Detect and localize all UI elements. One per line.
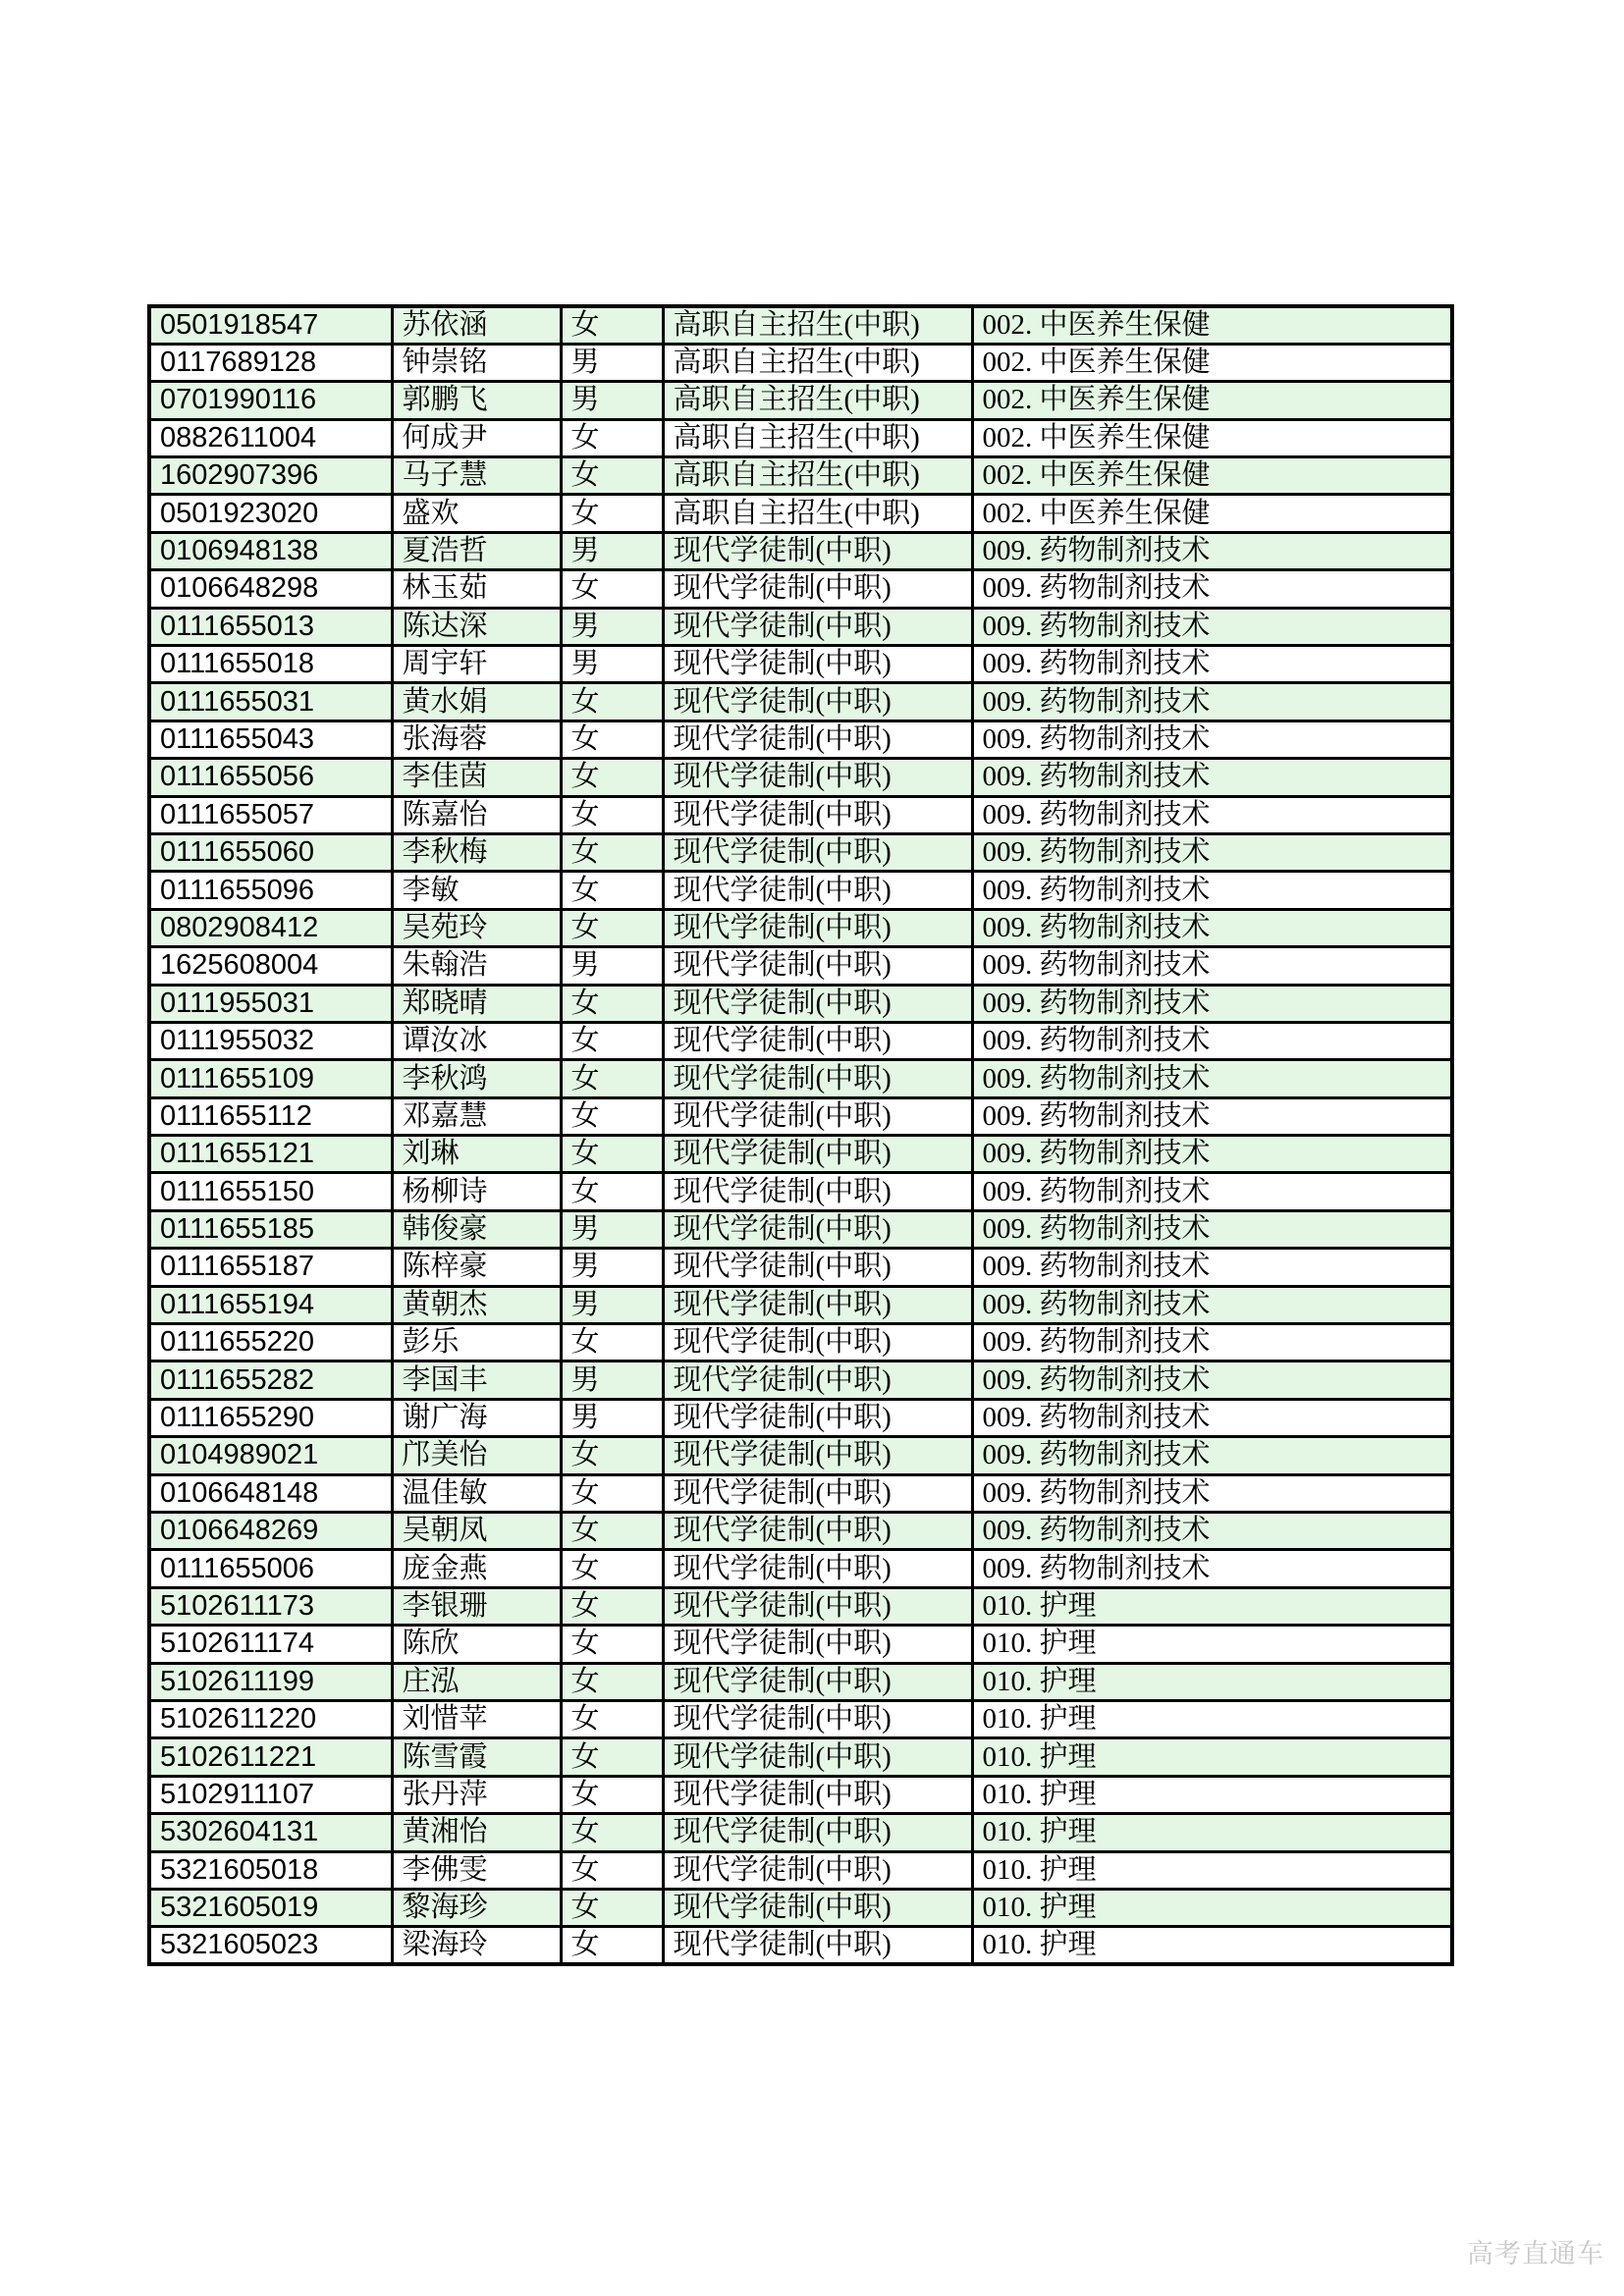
cell-admission-type: 高职自主招生(中职) [663, 344, 972, 381]
cell-student-name: 庄泓 [392, 1663, 561, 1700]
cell-gender: 男 [561, 1362, 663, 1399]
cell-student-name: 黄水娟 [392, 683, 561, 721]
table-row [149, 1550, 1452, 1587]
cell-exam-id: 1625608004 [149, 947, 392, 985]
cell-exam-id: 0111655013 [149, 608, 392, 645]
cell-student-name: 张海蓉 [392, 721, 561, 758]
table-row [149, 1776, 1452, 1813]
cell-gender: 女 [561, 1587, 663, 1625]
cell-admission-type: 现代学徒制(中职) [663, 721, 972, 758]
cell-exam-id: 0111655096 [149, 872, 392, 909]
cell-admission-type: 现代学徒制(中职) [663, 985, 972, 1022]
cell-admission-type: 现代学徒制(中职) [663, 1626, 972, 1663]
cell-exam-id: 0111955031 [149, 985, 392, 1022]
cell-major: 009. 药物制剂技术 [972, 646, 1452, 683]
cell-gender: 女 [561, 1626, 663, 1663]
cell-student-name: 李佛雯 [392, 1851, 561, 1889]
cell-major: 009. 药物制剂技术 [972, 1437, 1452, 1474]
table-row [149, 344, 1452, 381]
cell-exam-id: 0111655220 [149, 1324, 392, 1362]
table-row [149, 1587, 1452, 1625]
table-row [149, 532, 1452, 569]
cell-gender: 女 [561, 683, 663, 721]
cell-student-name: 陈嘉怡 [392, 796, 561, 833]
cell-exam-id: 0106948138 [149, 532, 392, 569]
cell-admission-type: 现代学徒制(中职) [663, 1060, 972, 1097]
cell-student-name: 张丹萍 [392, 1776, 561, 1813]
cell-major: 009. 药物制剂技术 [972, 1324, 1452, 1362]
cell-major: 010. 护理 [972, 1738, 1452, 1776]
cell-major: 009. 药物制剂技术 [972, 947, 1452, 985]
student-roster-table-body [149, 306, 1452, 1964]
cell-gender: 女 [561, 1022, 663, 1059]
cell-student-name: 庞金燕 [392, 1550, 561, 1587]
table-row [149, 1060, 1452, 1097]
cell-major: 002. 中医养生保健 [972, 382, 1452, 419]
cell-gender: 女 [561, 1738, 663, 1776]
cell-admission-type: 现代学徒制(中职) [663, 1097, 972, 1135]
cell-admission-type: 现代学徒制(中职) [663, 1663, 972, 1700]
cell-student-name: 吴朝凤 [392, 1513, 561, 1550]
cell-gender: 女 [561, 1437, 663, 1474]
cell-gender: 女 [561, 796, 663, 833]
cell-student-name: 陈雪霞 [392, 1738, 561, 1776]
cell-admission-type: 现代学徒制(中职) [663, 947, 972, 985]
cell-student-name: 刘琳 [392, 1136, 561, 1173]
cell-exam-id: 0106648298 [149, 570, 392, 608]
cell-gender: 女 [561, 457, 663, 495]
cell-admission-type: 现代学徒制(中职) [663, 1513, 972, 1550]
table-row [149, 1286, 1452, 1323]
cell-admission-type: 现代学徒制(中职) [663, 872, 972, 909]
cell-exam-id: 5321605018 [149, 1851, 392, 1889]
cell-exam-id: 5102611199 [149, 1663, 392, 1700]
cell-major: 010. 护理 [972, 1851, 1452, 1889]
cell-student-name: 黎海珍 [392, 1889, 561, 1926]
cell-gender: 女 [561, 1814, 663, 1851]
student-roster-table [147, 304, 1454, 1966]
table-row [149, 495, 1452, 532]
cell-student-name: 何成尹 [392, 419, 561, 456]
cell-student-name: 朱翰浩 [392, 947, 561, 985]
cell-gender: 男 [561, 532, 663, 569]
table-row [149, 1700, 1452, 1737]
cell-major: 009. 药物制剂技术 [972, 759, 1452, 796]
cell-exam-id: 0111655043 [149, 721, 392, 758]
cell-gender: 男 [561, 1286, 663, 1323]
table-row [149, 796, 1452, 833]
cell-exam-id: 5321605019 [149, 1889, 392, 1926]
cell-major: 010. 护理 [972, 1927, 1452, 1964]
cell-student-name: 黄朝杰 [392, 1286, 561, 1323]
cell-major: 002. 中医养生保健 [972, 457, 1452, 495]
cell-admission-type: 现代学徒制(中职) [663, 1210, 972, 1248]
table-row [149, 1738, 1452, 1776]
cell-gender: 女 [561, 1851, 663, 1889]
cell-admission-type: 现代学徒制(中职) [663, 1738, 972, 1776]
cell-major: 010. 护理 [972, 1700, 1452, 1737]
cell-admission-type: 现代学徒制(中职) [663, 1249, 972, 1286]
table-row [149, 1513, 1452, 1550]
cell-gender: 女 [561, 1550, 663, 1587]
cell-gender: 女 [561, 306, 663, 344]
cell-gender: 女 [561, 1324, 663, 1362]
cell-student-name: 彭乐 [392, 1324, 561, 1362]
cell-gender: 女 [561, 570, 663, 608]
cell-gender: 男 [561, 382, 663, 419]
cell-major: 009. 药物制剂技术 [972, 1286, 1452, 1323]
cell-exam-id: 5102611173 [149, 1587, 392, 1625]
cell-major: 009. 药物制剂技术 [972, 1474, 1452, 1512]
table-row [149, 1210, 1452, 1248]
cell-exam-id: 5102611221 [149, 1738, 392, 1776]
watermark-text: 高考直通车 [1467, 2239, 1604, 2269]
cell-exam-id: 0111655185 [149, 1210, 392, 1248]
table-row [149, 608, 1452, 645]
cell-exam-id: 0111655056 [149, 759, 392, 796]
cell-admission-type: 现代学徒制(中职) [663, 1362, 972, 1399]
cell-gender: 女 [561, 1927, 663, 1964]
table-row [149, 457, 1452, 495]
table-row [149, 1097, 1452, 1135]
cell-student-name: 钟崇铭 [392, 344, 561, 381]
cell-gender: 女 [561, 833, 663, 871]
cell-admission-type: 现代学徒制(中职) [663, 1136, 972, 1173]
cell-exam-id: 0111655282 [149, 1362, 392, 1399]
cell-major: 009. 药物制剂技术 [972, 608, 1452, 645]
cell-major: 009. 药物制剂技术 [972, 1362, 1452, 1399]
cell-major: 009. 药物制剂技术 [972, 1136, 1452, 1173]
table-row [149, 1136, 1452, 1173]
cell-major: 009. 药物制剂技术 [972, 909, 1452, 946]
cell-admission-type: 现代学徒制(中职) [663, 1700, 972, 1737]
cell-major: 009. 药物制剂技术 [972, 683, 1452, 721]
cell-student-name: 周宇轩 [392, 646, 561, 683]
cell-major: 009. 药物制剂技术 [972, 872, 1452, 909]
cell-gender: 女 [561, 759, 663, 796]
cell-student-name: 杨柳诗 [392, 1173, 561, 1210]
cell-gender: 女 [561, 721, 663, 758]
cell-major: 009. 药物制剂技术 [972, 1210, 1452, 1248]
cell-exam-id: 0104989021 [149, 1437, 392, 1474]
cell-admission-type: 现代学徒制(中职) [663, 1889, 972, 1926]
cell-admission-type: 现代学徒制(中职) [663, 683, 972, 721]
cell-student-name: 马子慧 [392, 457, 561, 495]
cell-major: 010. 护理 [972, 1889, 1452, 1926]
cell-student-name: 盛欢 [392, 495, 561, 532]
cell-exam-id: 0111955032 [149, 1022, 392, 1059]
cell-major: 009. 药物制剂技术 [972, 1513, 1452, 1550]
cell-major: 009. 药物制剂技术 [972, 1097, 1452, 1135]
cell-student-name: 林玉茹 [392, 570, 561, 608]
cell-major: 002. 中医养生保健 [972, 495, 1452, 532]
cell-gender: 男 [561, 947, 663, 985]
cell-admission-type: 现代学徒制(中职) [663, 1927, 972, 1964]
table-row [149, 759, 1452, 796]
cell-gender: 女 [561, 1060, 663, 1097]
cell-gender: 男 [561, 646, 663, 683]
cell-admission-type: 现代学徒制(中职) [663, 1474, 972, 1512]
table-row [149, 1324, 1452, 1362]
cell-gender: 女 [561, 1776, 663, 1813]
table-row [149, 570, 1452, 608]
table-row [149, 1663, 1452, 1700]
cell-major: 010. 护理 [972, 1626, 1452, 1663]
cell-admission-type: 现代学徒制(中职) [663, 646, 972, 683]
cell-gender: 女 [561, 1889, 663, 1926]
cell-major: 010. 护理 [972, 1776, 1452, 1813]
cell-student-name: 刘惜苹 [392, 1700, 561, 1737]
cell-admission-type: 现代学徒制(中职) [663, 1550, 972, 1587]
table-row [149, 947, 1452, 985]
cell-student-name: 李银珊 [392, 1587, 561, 1625]
cell-exam-id: 1602907396 [149, 457, 392, 495]
cell-exam-id: 0501918547 [149, 306, 392, 344]
cell-student-name: 黄湘怡 [392, 1814, 561, 1851]
cell-major: 009. 药物制剂技术 [972, 1550, 1452, 1587]
cell-gender: 男 [561, 1249, 663, 1286]
cell-admission-type: 高职自主招生(中职) [663, 419, 972, 456]
cell-gender: 女 [561, 419, 663, 456]
cell-student-name: 谭汝冰 [392, 1022, 561, 1059]
cell-admission-type: 高职自主招生(中职) [663, 382, 972, 419]
cell-admission-type: 现代学徒制(中职) [663, 1587, 972, 1625]
cell-student-name: 李国丰 [392, 1362, 561, 1399]
cell-student-name: 邓嘉慧 [392, 1097, 561, 1135]
cell-exam-id: 0111655194 [149, 1286, 392, 1323]
table-row [149, 1249, 1452, 1286]
cell-admission-type: 现代学徒制(中职) [663, 532, 972, 569]
cell-exam-id: 5102611174 [149, 1626, 392, 1663]
cell-student-name: 邝美怡 [392, 1437, 561, 1474]
table-row [149, 909, 1452, 946]
cell-student-name: 吴苑玲 [392, 909, 561, 946]
table-row [149, 1173, 1452, 1210]
cell-admission-type: 现代学徒制(中职) [663, 608, 972, 645]
cell-student-name: 温佳敏 [392, 1474, 561, 1512]
cell-student-name: 郑晓晴 [392, 985, 561, 1022]
cell-major: 009. 药物制剂技术 [972, 532, 1452, 569]
cell-student-name: 陈欣 [392, 1626, 561, 1663]
cell-major: 010. 护理 [972, 1663, 1452, 1700]
table-row [149, 985, 1452, 1022]
cell-gender: 女 [561, 1136, 663, 1173]
table-row [149, 1851, 1452, 1889]
cell-student-name: 郭鹏飞 [392, 382, 561, 419]
cell-major: 009. 药物制剂技术 [972, 1399, 1452, 1436]
cell-student-name: 韩俊豪 [392, 1210, 561, 1248]
cell-gender: 女 [561, 1513, 663, 1550]
cell-gender: 女 [561, 909, 663, 946]
cell-major: 010. 护理 [972, 1587, 1452, 1625]
cell-gender: 女 [561, 1173, 663, 1210]
table-row [149, 833, 1452, 871]
cell-exam-id: 0882611004 [149, 419, 392, 456]
table-row [149, 683, 1452, 721]
cell-student-name: 陈达深 [392, 608, 561, 645]
table-row [149, 1399, 1452, 1436]
cell-exam-id: 0701990116 [149, 382, 392, 419]
cell-admission-type: 现代学徒制(中职) [663, 1173, 972, 1210]
cell-admission-type: 现代学徒制(中职) [663, 570, 972, 608]
cell-exam-id: 0501923020 [149, 495, 392, 532]
cell-gender: 男 [561, 608, 663, 645]
cell-exam-id: 0111655006 [149, 1550, 392, 1587]
cell-gender: 男 [561, 344, 663, 381]
cell-exam-id: 0111655121 [149, 1136, 392, 1173]
cell-exam-id: 0111655060 [149, 833, 392, 871]
cell-exam-id: 0111655109 [149, 1060, 392, 1097]
cell-major: 002. 中医养生保健 [972, 344, 1452, 381]
cell-gender: 女 [561, 1097, 663, 1135]
table-row [149, 1927, 1452, 1964]
cell-admission-type: 现代学徒制(中职) [663, 1399, 972, 1436]
cell-major: 009. 药物制剂技术 [972, 570, 1452, 608]
cell-exam-id: 0111655057 [149, 796, 392, 833]
cell-admission-type: 现代学徒制(中职) [663, 1851, 972, 1889]
cell-major: 009. 药物制剂技术 [972, 721, 1452, 758]
cell-gender: 女 [561, 1474, 663, 1512]
table-row [149, 1474, 1452, 1512]
cell-student-name: 苏依涵 [392, 306, 561, 344]
cell-major: 002. 中医养生保健 [972, 419, 1452, 456]
table-row [149, 306, 1452, 344]
table-row [149, 1437, 1452, 1474]
cell-student-name: 陈梓豪 [392, 1249, 561, 1286]
cell-student-name: 李秋鸿 [392, 1060, 561, 1097]
cell-major: 002. 中医养生保健 [972, 306, 1452, 344]
table-row [149, 1814, 1452, 1851]
table-row [149, 1362, 1452, 1399]
cell-exam-id: 0802908412 [149, 909, 392, 946]
cell-gender: 男 [561, 1210, 663, 1248]
table-row [149, 646, 1452, 683]
cell-exam-id: 0111655112 [149, 1097, 392, 1135]
table-row [149, 872, 1452, 909]
cell-admission-type: 高职自主招生(中职) [663, 306, 972, 344]
cell-student-name: 李秋梅 [392, 833, 561, 871]
cell-exam-id: 0106648148 [149, 1474, 392, 1512]
cell-admission-type: 现代学徒制(中职) [663, 1814, 972, 1851]
cell-major: 009. 药物制剂技术 [972, 985, 1452, 1022]
cell-major: 009. 药物制剂技术 [972, 1249, 1452, 1286]
cell-student-name: 梁海玲 [392, 1927, 561, 1964]
cell-exam-id: 0117689128 [149, 344, 392, 381]
cell-gender: 女 [561, 985, 663, 1022]
cell-major: 009. 药物制剂技术 [972, 1060, 1452, 1097]
cell-gender: 女 [561, 872, 663, 909]
cell-admission-type: 高职自主招生(中职) [663, 495, 972, 532]
cell-admission-type: 现代学徒制(中职) [663, 833, 972, 871]
cell-admission-type: 现代学徒制(中职) [663, 759, 972, 796]
table-row [149, 419, 1452, 456]
table-row [149, 382, 1452, 419]
cell-student-name: 李敏 [392, 872, 561, 909]
cell-exam-id: 0111655031 [149, 683, 392, 721]
cell-admission-type: 高职自主招生(中职) [663, 457, 972, 495]
cell-major: 010. 护理 [972, 1814, 1452, 1851]
cell-exam-id: 0106648269 [149, 1513, 392, 1550]
cell-student-name: 谢广海 [392, 1399, 561, 1436]
cell-admission-type: 现代学徒制(中职) [663, 1022, 972, 1059]
cell-exam-id: 5321605023 [149, 1927, 392, 1964]
cell-gender: 女 [561, 1700, 663, 1737]
cell-exam-id: 0111655018 [149, 646, 392, 683]
cell-major: 009. 药物制剂技术 [972, 1173, 1452, 1210]
table-row [149, 1022, 1452, 1059]
cell-exam-id: 5102911107 [149, 1776, 392, 1813]
cell-exam-id: 0111655187 [149, 1249, 392, 1286]
cell-exam-id: 5102611220 [149, 1700, 392, 1737]
cell-gender: 女 [561, 1663, 663, 1700]
cell-gender: 女 [561, 495, 663, 532]
cell-gender: 男 [561, 1399, 663, 1436]
cell-admission-type: 现代学徒制(中职) [663, 1286, 972, 1323]
cell-admission-type: 现代学徒制(中职) [663, 909, 972, 946]
table-row [149, 1626, 1452, 1663]
cell-major: 009. 药物制剂技术 [972, 1022, 1452, 1059]
cell-admission-type: 现代学徒制(中职) [663, 1324, 972, 1362]
cell-student-name: 李佳茵 [392, 759, 561, 796]
cell-exam-id: 0111655290 [149, 1399, 392, 1436]
table-row [149, 1889, 1452, 1926]
cell-major: 009. 药物制剂技术 [972, 796, 1452, 833]
cell-exam-id: 0111655150 [149, 1173, 392, 1210]
cell-admission-type: 现代学徒制(中职) [663, 1776, 972, 1813]
cell-exam-id: 5302604131 [149, 1814, 392, 1851]
cell-admission-type: 现代学徒制(中职) [663, 1437, 972, 1474]
cell-student-name: 夏浩哲 [392, 532, 561, 569]
cell-major: 009. 药物制剂技术 [972, 833, 1452, 871]
cell-admission-type: 现代学徒制(中职) [663, 796, 972, 833]
table-row [149, 721, 1452, 758]
